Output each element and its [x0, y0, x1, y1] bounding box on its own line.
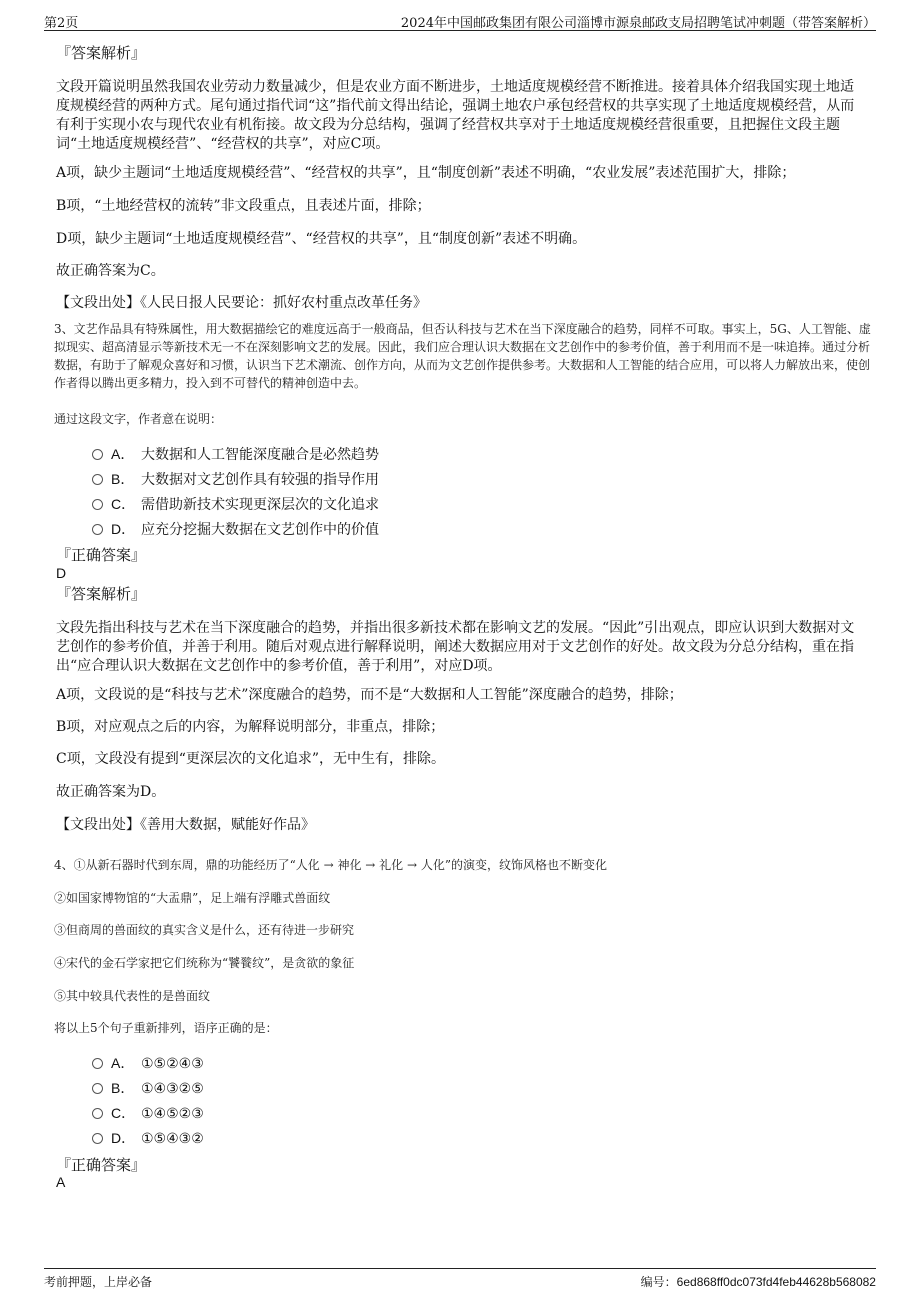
q4-option-a[interactable]: [92, 1053, 204, 1073]
q3-prompt: 通过这段文字，作者意在说明：: [54, 412, 223, 426]
radio-icon[interactable]: [92, 1058, 103, 1069]
q2-note-b: B项，“土地经营权的流转”非文段重点，且表述片面，排除；: [56, 198, 431, 214]
option-text: 大数据对文艺创作具有较强的指导作用: [141, 472, 379, 488]
document-code: 编号：6ed868ff0dc073fd4feb44628b568082: [640, 1275, 876, 1289]
q2-analysis-tag: 『答案解析』: [56, 44, 147, 62]
radio-icon[interactable]: [92, 1083, 103, 1094]
q4-option-d[interactable]: [92, 1128, 204, 1148]
page-number: 第2页: [44, 16, 79, 31]
option-key: C．: [111, 1105, 136, 1121]
q3-option-c[interactable]: [92, 494, 379, 514]
q3-note-b: B项，对应观点之后的内容，为解释说明部分，非重点，排除；: [56, 719, 445, 735]
q3-conclusion: 故正确答案为D。: [56, 784, 166, 800]
option-text: ①⑤②④③: [141, 1056, 204, 1072]
q4-sentence-4: ④宋代的金石学家把它们统称为“饕餮纹”，是贪欲的象征: [54, 956, 355, 970]
option-key: D．: [111, 1130, 136, 1146]
q4-option-b[interactable]: [92, 1078, 204, 1098]
option-text: 大数据和人工智能深度融合是必然趋势: [141, 447, 379, 463]
radio-icon[interactable]: [92, 1108, 103, 1119]
option-key: A．: [111, 1055, 135, 1071]
option-key: A．: [111, 446, 135, 462]
q3-option-b[interactable]: [92, 469, 379, 489]
option-text: ①④⑤②③: [141, 1106, 204, 1122]
option-key: B．: [111, 1080, 135, 1096]
q3-note-a: A项，文段说的是“科技与艺术”深度融合的趋势，而不是“大数据和人工智能”深度融合的趋势，排除；: [56, 687, 683, 703]
q2-note-a: A项，缺少主题词“土地适度规模经营”、“经营权的共享”，且“制度创新”表述不明确，“农业发展”表述范围扩大，排除；: [56, 165, 796, 181]
q4-option-c[interactable]: [92, 1103, 204, 1123]
option-text: ①⑤④③②: [141, 1131, 204, 1147]
q3-option-a[interactable]: [92, 444, 379, 464]
q3-note-c: C项，文段没有提到“更深层次的文化追求”，无中生有，排除。: [56, 751, 446, 767]
radio-icon[interactable]: [92, 1133, 103, 1144]
page-footer: [44, 1268, 876, 1293]
q4-prompt: 将以上5个句子重新排列，语序正确的是：: [54, 1021, 278, 1035]
q3-answer: D: [56, 565, 67, 581]
radio-icon[interactable]: [92, 524, 103, 535]
option-key: C．: [111, 496, 136, 512]
option-text: 需借助新技术实现更深层次的文化追求: [141, 497, 379, 513]
q3-stem: 3、文艺作品具有特殊属性，用大数据描绘它的难度远高于一般商品，但否认科技与艺术在当下深度融合的趋势，同样不可取。事实上，5G、人工智能、虚拟现实、超高清显示等新技术无一不在深刻影响文艺的发展。因此，我们应合理认识大数据在文艺创作中的参考价值，善于利用而不是一味追捧。通过分析数据，有助于了解观众喜好和习惯，认识当下艺术潮流、创作方向，从而为文艺创作提供参考。大数据和人工智能的结合应用，可以将人力解放出来，使创作者得以腾出更多精力，投入到不可替代的精神创造中去。: [54, 322, 871, 390]
q3-option-d[interactable]: [92, 519, 379, 539]
q2-note-d: D项，缺少主题词“土地适度规模经营”、“经营权的共享”，且“制度创新”表述不明确。: [56, 231, 587, 247]
q4-sentence-2: ②如国家博物馆的“大盂鼎”，足上端有浮雕式兽面纹: [54, 891, 331, 905]
option-text: 应充分挖掘大数据在文艺创作中的价值: [141, 522, 379, 538]
q2-source: 【文段出处】《人民日报人民要论：抓好农村重点改革任务》: [56, 295, 427, 311]
footer-slogan: 考前押题，上岸必备: [44, 1275, 153, 1289]
radio-icon[interactable]: [92, 474, 103, 485]
q4-sentence-1: 4、①从新石器时代到东周，鼎的功能经历了“人化 → 神化 → 礼化 → 人化”的演变，纹饰风格也不断变化: [54, 858, 607, 872]
document-title: 2024年中国邮政集团有限公司淄博市源泉邮政支局招聘笔试冲刺题（带答案解析）: [400, 16, 876, 31]
q2-analysis: 文段开篇说明虽然我国农业劳动力数量减少，但是农业方面不断进步，土地适度规模经营不断推进。接着具体介绍我国实现土地适度规模经营的两种方式。尾句通过指代词“这”指代前文得出结论，强调土地农户承包经营权的共享实现了土地适度规模经营，从而有利于实现小农与现代农业有机衔接。故文段为分总结构，强调了经营权共享对于土地适度规模经营很重要，且把握住文段主题词“土地适度规模经营”、“经营权的共享”，对应C项。: [56, 79, 855, 152]
radio-icon[interactable]: [92, 449, 103, 460]
option-text: ①④③②⑤: [141, 1081, 204, 1097]
radio-icon[interactable]: [92, 499, 103, 510]
option-key: B．: [111, 471, 135, 487]
q4-sentence-5: ⑤其中较具代表性的是兽面纹: [54, 989, 211, 1003]
q3-analysis: 文段先指出科技与艺术在当下深度融合的趋势，并指出很多新技术都在影响文艺的发展。“因此”引出观点，即应认识到大数据对文艺创作的参考价值，并善于利用。随后对观点进行解释说明，阐述大数据应用对于文艺创作的好处。故文段为分总分结构，重在指出“应合理认识大数据在文艺创作中的参考价值，善于利用”，对应D项。: [56, 620, 855, 674]
option-key: D．: [111, 521, 136, 537]
q3-analysis-tag: 『答案解析』: [56, 585, 147, 603]
q3-source: 【文段出处】《善用大数据，赋能好作品》: [56, 817, 315, 833]
q4-answer-tag: 『正确答案』: [56, 1156, 147, 1174]
q2-conclusion: 故正确答案为C。: [56, 263, 165, 279]
q4-sentence-3: ③但商周的兽面纹的真实含义是什么，还有待进一步研究: [54, 923, 355, 937]
q3-answer-tag: 『正确答案』: [56, 546, 147, 564]
page-header: [44, 10, 876, 31]
q4-answer: A: [56, 1174, 66, 1190]
